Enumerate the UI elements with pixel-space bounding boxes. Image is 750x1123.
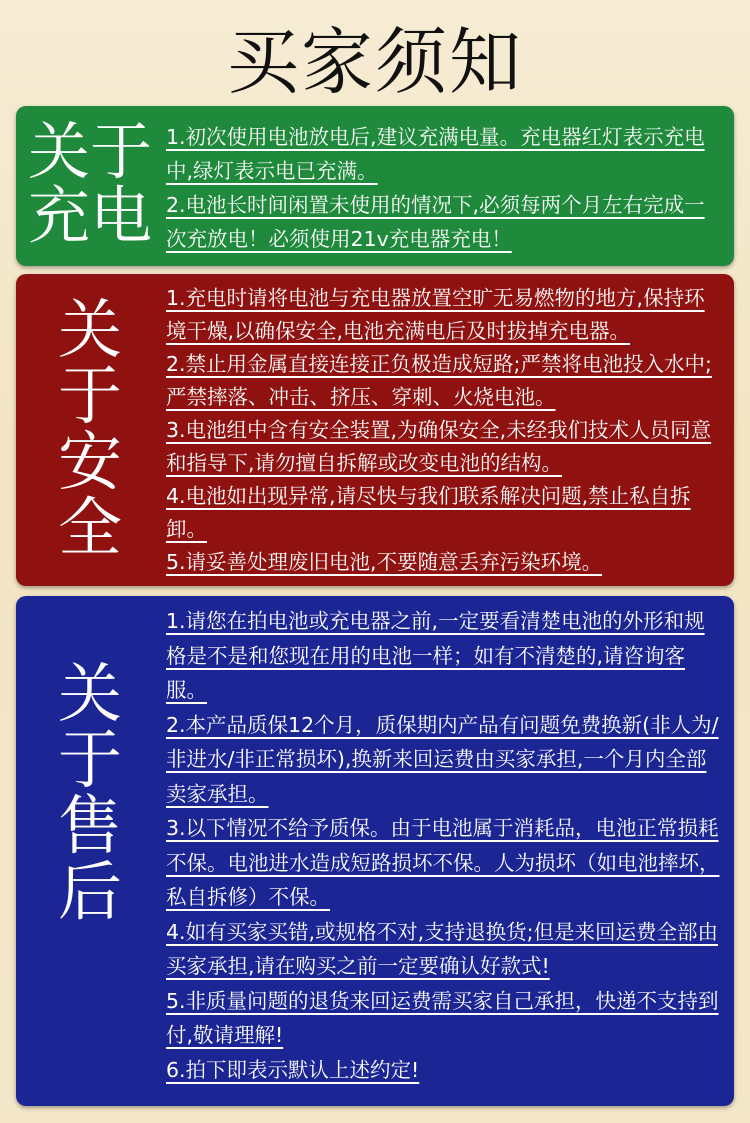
after-sales-item: 4.如有买家买错,或规格不对,支持退换货;但是来回运费全部由买家承担,请在购买之前一定要确认好款式!	[166, 919, 718, 978]
safety-section	[16, 274, 734, 586]
after-sales-heading-char-4: 后	[58, 856, 122, 930]
page-title: 买家须知	[226, 20, 523, 104]
after-sales-heading-char-2: 于	[58, 724, 122, 798]
after-sales-item: 1.请您在拍电池或充电器之前,一定要看清楚电池的外形和规格是不是和您现在用的电池一样；如有不清楚的,请咨询客服。	[166, 609, 705, 702]
charging-heading-line-2: 充电	[27, 179, 152, 252]
safety-heading-char-3: 安	[58, 426, 122, 500]
safety-heading-char-4: 全	[58, 492, 122, 566]
after-sales-section	[16, 596, 734, 1106]
charging-items	[166, 120, 724, 256]
after-sales-item: 3.以下情况不给予质保。由于电池属于消耗品，电池正常损耗不保。电池进水造成短路损坏不保。人为损坏（如电池摔坏，私自拆修）不保。	[166, 816, 720, 909]
safety-item: 1.充电时请将电池与充电器放置空旷无易燃物的地方,保持环境干燥,以确保安全,电池充满电后及时拔掉充电器。	[166, 286, 705, 343]
after-sales-items	[166, 604, 724, 1087]
after-sales-item: 2.本产品质保12个月，质保期内产品有问题免费换新(非人为/非进水/非正常损坏),换新来回运费由买家承担,一个月内全部卖家承担。	[166, 712, 719, 806]
after-sales-heading	[16, 658, 164, 930]
after-sales-item: 6.拍下即表示默认上述约定!	[166, 1057, 420, 1082]
safety-heading-char-2: 于	[58, 360, 122, 434]
charging-heading-line-1: 关于	[27, 115, 152, 188]
after-sales-heading-char-3: 售	[58, 790, 122, 864]
safety-items	[166, 282, 724, 579]
charging-item: 2.电池长时间闲置未使用的情况下,必须每两个月左右完成一次充放电！必须使用21v充电器充电！	[166, 193, 705, 251]
after-sales-item: 5.非质量问题的退货来回运费需买家自己承担，快递不支持到付,敬请理解!	[166, 988, 719, 1047]
safety-item: 2.禁止用金属直接连接正负极造成短路;严禁将电池投入水中;严禁摔落、冲击、挤压、穿刺、火烧电池。	[166, 352, 712, 409]
safety-heading-char-1: 关	[58, 294, 122, 368]
charging-item: 1.初次使用电池放电后,建议充满电量。充电器红灯表示充电中,绿灯表示电已充满。	[166, 125, 705, 183]
safety-item: 3.电池组中含有安全装置,为确保安全,未经我们技术人员同意和指导下,请勿擅自拆解或改变电池的结构。	[166, 418, 712, 475]
safety-item: 4.电池如出现异常,请尽快与我们联系解决问题,禁止私自拆卸。	[166, 484, 691, 541]
charging-heading	[16, 115, 164, 252]
safety-item: 5.请妥善处理废旧电池,不要随意丢弃污染环境。	[166, 550, 603, 574]
after-sales-heading-char-1: 关	[58, 658, 122, 732]
charging-section	[16, 106, 734, 266]
safety-heading	[16, 294, 164, 566]
